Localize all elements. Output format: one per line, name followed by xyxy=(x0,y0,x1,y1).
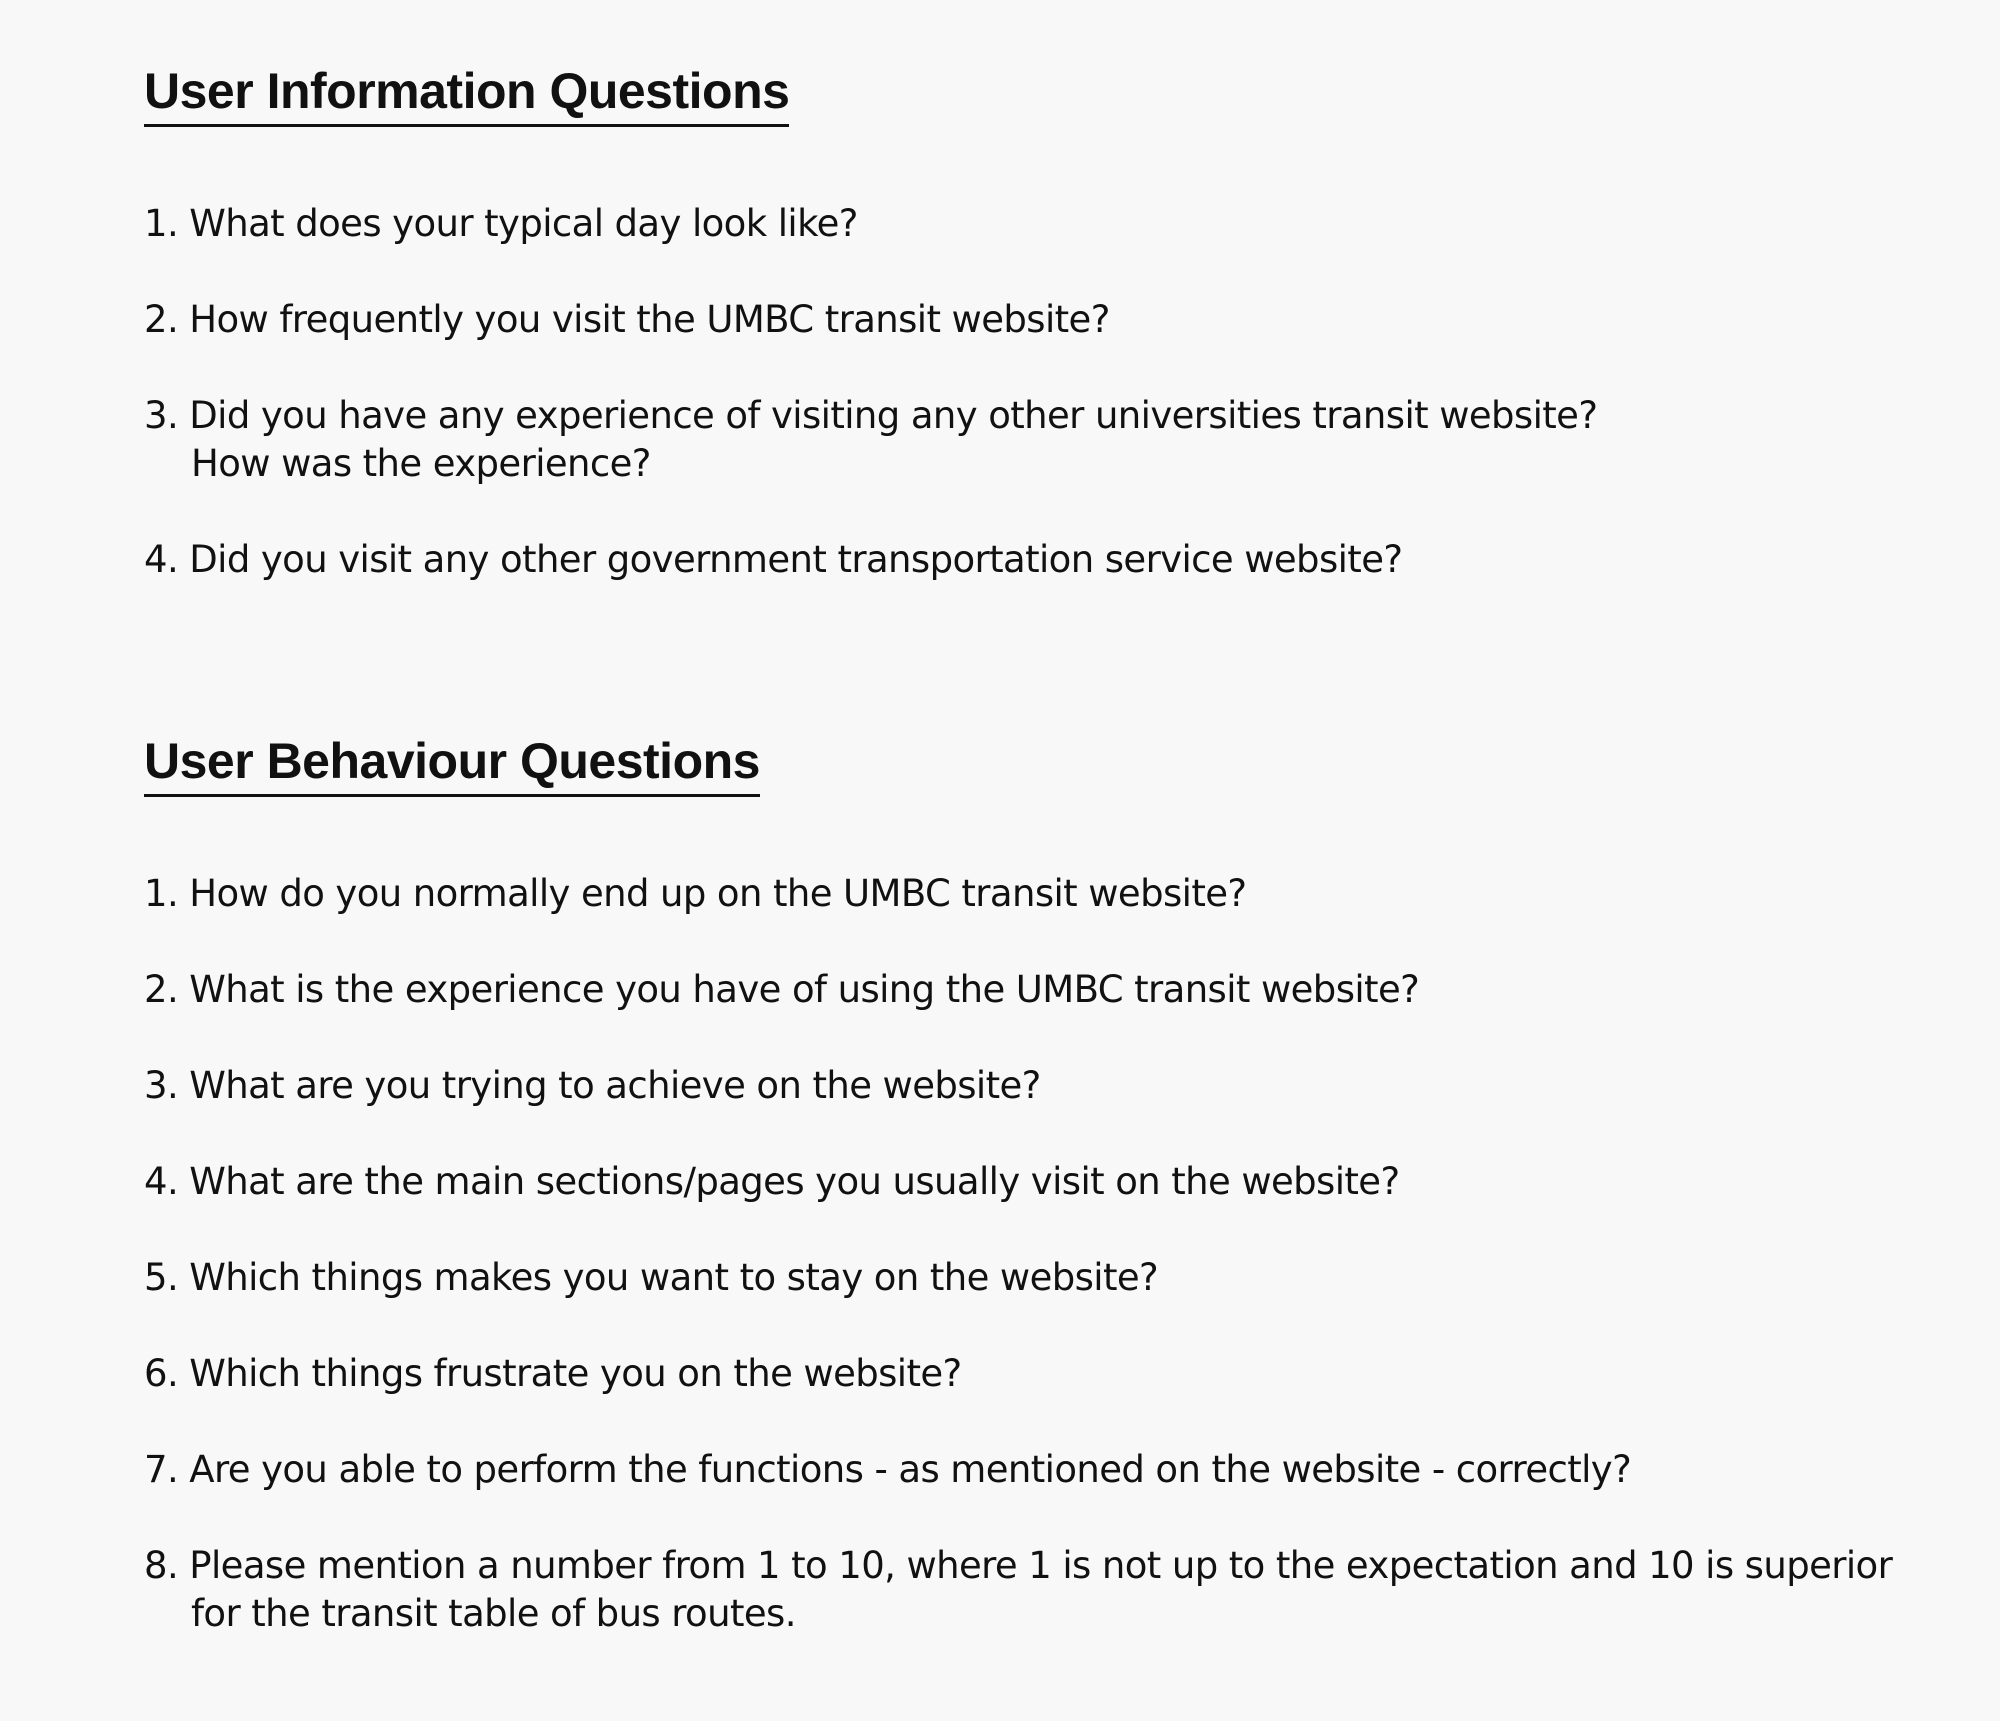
question-text: 3. What are you trying to achieve on the website? xyxy=(144,1064,1041,1107)
behaviour-question-2 xyxy=(144,966,1419,1014)
question-text: 5. Which things makes you want to stay on the website? xyxy=(144,1256,1159,1299)
question-text: 1. How do you normally end up on the UMBC transit website? xyxy=(144,872,1247,915)
question-text: 4. What are the main sections/pages you usually visit on the website? xyxy=(144,1160,1400,1203)
behaviour-question-6 xyxy=(144,1350,962,1398)
section-title-user-information: User Information Questions xyxy=(144,62,789,127)
question-text: 6. Which things frustrate you on the website? xyxy=(144,1352,962,1395)
question-text: 4. Did you visit any other government transportation service website? xyxy=(144,538,1403,581)
question-text: 8. Please mention a number from 1 to 10, where 1 is not up to the expectation and 10 is superior xyxy=(144,1544,1893,1587)
question-text-continued: How was the experience? xyxy=(191,442,651,485)
question-text: 2. How frequently you visit the UMBC transit website? xyxy=(144,298,1110,341)
behaviour-question-5 xyxy=(144,1254,1158,1302)
question-text: 2. What is the experience you have of using the UMBC transit website? xyxy=(144,968,1420,1011)
behaviour-question-3 xyxy=(144,1062,1041,1110)
question-text: 1. What does your typical day look like? xyxy=(144,202,858,245)
question-text: 3. Did you have any experience of visiting any other universities transit website? xyxy=(144,394,1598,437)
behaviour-question-1 xyxy=(144,870,1246,918)
info-question-1 xyxy=(144,200,858,248)
info-question-3 xyxy=(144,392,1597,488)
question-text-continued: for the transit table of bus routes. xyxy=(191,1592,796,1635)
behaviour-question-8 xyxy=(144,1542,1892,1638)
section-title-user-behaviour: User Behaviour Questions xyxy=(144,732,760,797)
info-question-2 xyxy=(144,296,1110,344)
info-question-4 xyxy=(144,536,1402,584)
behaviour-question-4 xyxy=(144,1158,1400,1206)
behaviour-question-7 xyxy=(144,1446,1631,1494)
question-text: 7. Are you able to perform the functions - as mentioned on the website - correctly? xyxy=(144,1448,1632,1491)
